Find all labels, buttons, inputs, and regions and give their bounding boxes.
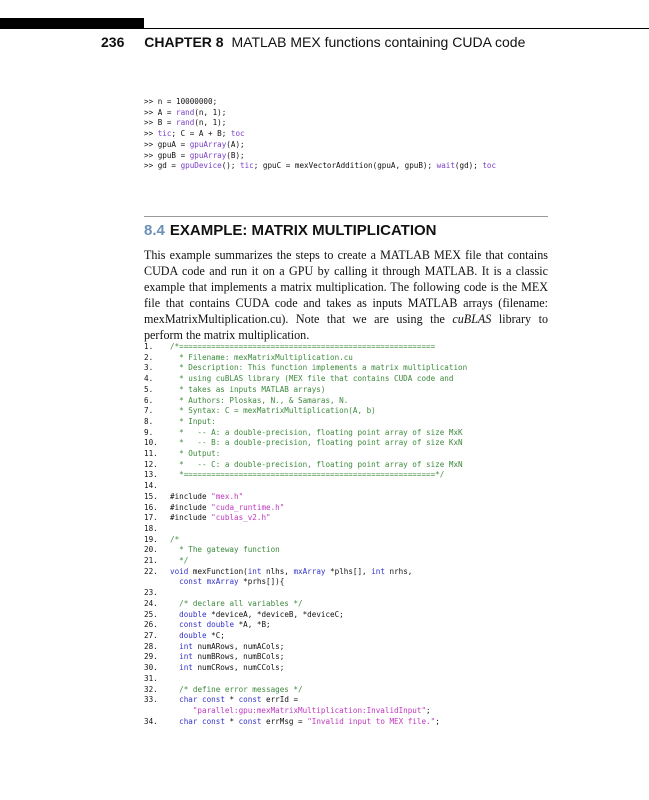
line-number: 14. [144, 481, 158, 491]
line-number: 4. [144, 374, 154, 384]
code-token: * Authors: Ploskas, N., & Samaras, N. [170, 395, 349, 405]
line-number: 19. [144, 534, 158, 544]
code-token: errMsg = [261, 716, 308, 726]
code-line [144, 599, 467, 610]
code-token: >> A = [144, 107, 177, 117]
code-line [144, 631, 467, 642]
code-line [144, 503, 467, 514]
paragraph-text: This example summarizes the steps to create a MATLAB MEX file that contains CUDA code and run it on a GPU by calling it through MATLAB. It is a classic example that implements a matrix multiplication. The following code is the MEX file that contains CUDA code and takes as inputs MATLAB arrays (filename: mexMatrixMultiplication.cu). Note that we are using the [144, 248, 548, 326]
code-token: *C; [206, 630, 225, 640]
line-number: 17. [144, 513, 158, 523]
code-token: mexFunction( [188, 566, 248, 576]
code-token: * [224, 695, 239, 705]
line-number: 27. [144, 630, 158, 640]
code-token: /* [170, 534, 180, 544]
code-line [144, 706, 467, 717]
code-token: >> gpuA = [144, 139, 190, 149]
code-token: const [238, 716, 262, 726]
code-line [144, 385, 467, 396]
code-token: >> B = [144, 118, 177, 128]
code-line [144, 374, 467, 385]
console-line [144, 161, 496, 172]
code-token: >> gd = [144, 161, 181, 171]
code-line [144, 513, 467, 524]
code-token: mxArray [293, 566, 326, 576]
code-token: >> gpuB = [144, 150, 190, 160]
header-black-bar [0, 18, 144, 29]
code-token: toc [230, 129, 245, 139]
code-token [170, 717, 179, 726]
code-token: "cublas_v2.h" [211, 513, 271, 523]
section-rule [144, 216, 548, 217]
code-token: numCRows, numCCols; [192, 663, 285, 673]
code-token: ; [426, 705, 431, 715]
code-line [144, 545, 467, 556]
code-line [144, 524, 467, 535]
line-number: 2. [144, 352, 154, 362]
line-number: 22. [144, 566, 158, 576]
code-token: "parallel:gpu:mexMatrixMultiplication:InvalidInput" [192, 705, 427, 715]
code-token: char [179, 695, 198, 705]
line-number: 31. [144, 673, 158, 683]
line-number: 24. [144, 598, 158, 608]
code-token: #include [170, 491, 212, 501]
code-token: int [179, 641, 193, 651]
chapter-title: MATLAB MEX functions containing CUDA code [231, 34, 526, 50]
code-token: const [238, 695, 262, 705]
code-line [144, 396, 467, 407]
paragraph-text: library to perform the matrix multiplication. [144, 312, 548, 342]
code-token: *deviceA, *deviceB, *deviceC; [206, 609, 344, 619]
console-line [144, 118, 496, 129]
code-token [170, 695, 179, 704]
code-line [144, 663, 467, 674]
code-token: tic [157, 129, 172, 139]
line-number: 28. [144, 641, 158, 651]
line-number: 13. [144, 470, 158, 480]
line-number: 9. [144, 427, 154, 437]
code-token: const [202, 716, 225, 726]
body-paragraph [144, 247, 548, 343]
code-token: *plhs[], [325, 566, 372, 576]
code-token: * takes as inputs MATLAB arrays) [170, 384, 326, 394]
line-number: 33. [144, 695, 158, 705]
code-token: /* declare all variables */ [179, 598, 303, 608]
code-token: double [179, 609, 207, 619]
code-token: * Description: This function implements a matrix multiplication [170, 363, 468, 373]
code-token: * Syntax: C = mexMatrixMultiplication(A, b) [170, 406, 376, 416]
code-token: mxArray [206, 577, 239, 587]
code-token: gpuDevice [180, 161, 222, 171]
code-line [144, 428, 467, 439]
line-number: 23. [144, 588, 158, 598]
section-heading [144, 222, 437, 239]
line-number: 8. [144, 416, 154, 426]
code-token: tic [240, 161, 254, 171]
code-line [144, 470, 467, 481]
code-token: #include [170, 513, 212, 523]
code-token [170, 610, 179, 619]
code-line [144, 642, 467, 653]
code-line [144, 353, 467, 364]
code-token: gpuArray [189, 150, 227, 160]
code-token: * Input: [170, 416, 216, 426]
code-token: /*======================================================== [170, 342, 436, 351]
code-token: "mex.h" [211, 491, 244, 501]
code-token: (n, 1); [194, 118, 227, 128]
code-token: >> n = 10000000; [144, 97, 218, 106]
code-token: void [170, 566, 189, 576]
code-token [170, 663, 179, 672]
line-number: 12. [144, 459, 158, 469]
code-token: const [179, 577, 203, 587]
line-number: 29. [144, 652, 158, 662]
line-number: 21. [144, 556, 158, 566]
code-token: const [179, 620, 203, 630]
code-token: * using cuBLAS library (MEX file that contains CUDA code and [170, 374, 454, 384]
code-line [144, 717, 467, 728]
code-token: *A, *B; [234, 620, 271, 630]
code-token: (B); [226, 150, 245, 160]
line-number: 7. [144, 406, 154, 416]
code-line [144, 438, 467, 449]
code-token: int [179, 652, 193, 662]
code-line [144, 695, 467, 706]
code-token [170, 631, 179, 640]
code-token: >> [144, 129, 158, 139]
line-number: 32. [144, 684, 158, 694]
code-token: int [247, 566, 262, 576]
code-line [144, 460, 467, 471]
code-token: ; C = A + B; [171, 129, 231, 139]
code-line [144, 406, 467, 417]
code-token [170, 706, 193, 715]
code-token: * The gateway function [170, 545, 280, 555]
code-token [170, 642, 179, 651]
code-token: int [179, 663, 193, 673]
code-line [144, 449, 467, 460]
line-number: 11. [144, 449, 158, 459]
code-line [144, 556, 467, 567]
code-token [170, 577, 179, 586]
code-line [144, 685, 467, 696]
code-line [144, 363, 467, 374]
code-line [144, 620, 467, 631]
emphasis-text: cuBLAS [452, 312, 492, 326]
code-token: * -- C: a double-precision, floating point array of size MxN [170, 459, 463, 469]
code-token [170, 620, 179, 629]
code-listing [144, 342, 467, 727]
code-token: * Filename: mexMatrixMultiplication.cu [170, 352, 353, 362]
code-token: * -- B: a double-precision, floating point array of size KxN [170, 438, 463, 448]
code-token: numARows, numACols; [192, 641, 285, 651]
line-number: 25. [144, 609, 158, 619]
code-token [170, 685, 179, 694]
line-number: 15. [144, 491, 158, 501]
code-token: *=======================================================*/ [170, 470, 445, 480]
line-number: 30. [144, 663, 158, 673]
code-token: errId = [261, 695, 299, 705]
code-line [144, 577, 467, 588]
code-line [144, 535, 467, 546]
code-token: *prhs[]){ [238, 577, 285, 587]
code-token: wait [436, 161, 455, 171]
page-number: 236 [101, 34, 125, 50]
code-token: toc [482, 161, 497, 171]
code-line [144, 674, 467, 685]
line-number: 26. [144, 620, 158, 630]
code-line [144, 652, 467, 663]
code-token: rand [176, 107, 195, 117]
code-line [144, 481, 467, 492]
code-token: const [202, 695, 225, 705]
section-number: 8.4 [144, 222, 165, 239]
console-line [144, 151, 496, 162]
line-number: 5. [144, 384, 154, 394]
code-line [144, 342, 467, 353]
code-token: */ [170, 556, 189, 566]
code-token: (gd); [454, 161, 483, 171]
code-token: ; [435, 716, 440, 726]
code-token: (n, 1); [194, 107, 227, 117]
code-line [144, 588, 467, 599]
code-line [144, 492, 467, 503]
code-line [144, 567, 467, 578]
code-token: "cuda_runtime.h" [211, 502, 285, 512]
code-token: double [179, 630, 207, 640]
code-token: * -- A: a double-precision, floating point array of size MxK [170, 427, 463, 437]
code-token: * Output: [170, 449, 221, 459]
code-token: nrhs, [384, 566, 413, 576]
code-token: double [206, 620, 235, 630]
code-token: /* define error messages */ [179, 684, 303, 694]
line-number: 18. [144, 523, 158, 533]
console-line [144, 129, 496, 140]
code-token [170, 599, 179, 608]
header-rule [144, 28, 649, 29]
running-header [101, 34, 525, 50]
line-number: 3. [144, 363, 154, 373]
console-line [144, 108, 496, 119]
code-token: nlhs, [261, 566, 294, 576]
line-number: 6. [144, 395, 154, 405]
code-token: char [179, 716, 198, 726]
console-line [144, 140, 496, 151]
code-token: numBRows, numBCols; [192, 652, 285, 662]
chapter-label: CHAPTER 8 [144, 34, 224, 50]
line-number: 10. [144, 438, 158, 448]
code-token: * [224, 716, 239, 726]
code-token [170, 652, 179, 661]
line-number: 20. [144, 545, 158, 555]
code-token: (); [221, 161, 241, 171]
code-line [144, 417, 467, 428]
console-line [144, 97, 496, 108]
line-number: 16. [144, 502, 158, 512]
line-number: 34. [144, 716, 158, 726]
code-token: int [371, 566, 385, 576]
code-token: #include [170, 502, 212, 512]
code-token: ; gpuC = mexVectorAddition(gpuA, gpuB); [253, 161, 437, 171]
section-title: EXAMPLE: MATRIX MULTIPLICATION [169, 222, 437, 239]
code-line [144, 610, 467, 621]
code-token: gpuArray [189, 139, 227, 149]
code-token: "Invalid input to MEX file." [307, 716, 436, 726]
matlab-console-code [144, 97, 496, 172]
code-token: (A); [226, 139, 245, 149]
line-number: 1. [144, 342, 154, 351]
code-token: rand [176, 118, 195, 128]
